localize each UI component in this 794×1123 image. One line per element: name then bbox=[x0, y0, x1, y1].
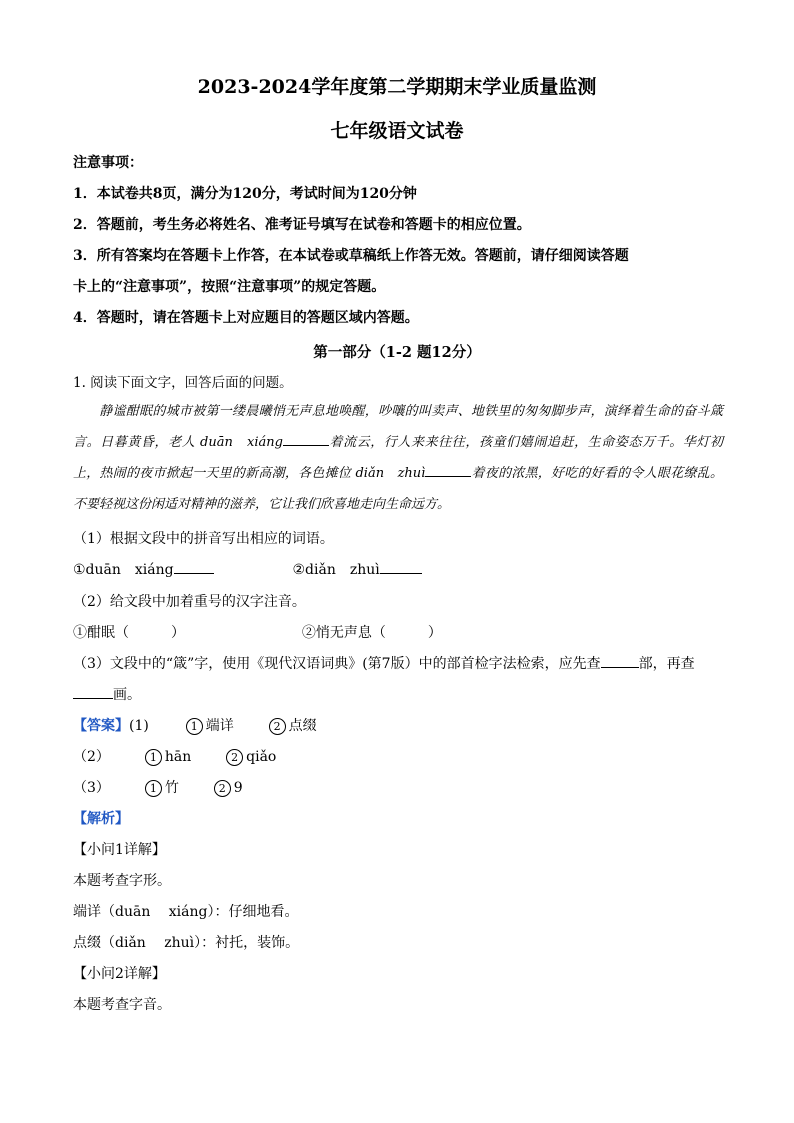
analysis-text: 点缀（diǎn zhuì）：衬托，装饰。 bbox=[73, 935, 300, 951]
note-item: 卡上的“注意事项”，按照“注意事项”的规定答题。 bbox=[73, 279, 386, 295]
exam-title: 2023-2024学年度第二学期期末学业质量监测 bbox=[197, 76, 597, 98]
answer-blank bbox=[283, 433, 329, 446]
analysis-text: 本题考查字形。 bbox=[73, 873, 171, 889]
note-item: 3．所有答案均在答题卡上作答，在本试卷或草稿纸上作答无效。答题前，请仔细阅读答题 bbox=[73, 248, 629, 264]
circle-number: 1 bbox=[186, 718, 203, 735]
circle-number: 2 bbox=[269, 718, 286, 735]
pinyin-item: ①duān xiáng bbox=[73, 562, 174, 578]
passage-text: 千。华灯初上，热闹的夜市掀起一天里的新高潮，各色摊位 diǎn zhuì bbox=[73, 435, 723, 481]
answer-row-2 bbox=[73, 746, 276, 766]
answer-prefix: （2） bbox=[73, 749, 110, 765]
passage-text: 奋斗箴言。日暮黄昏，老人 duān xiáng bbox=[73, 404, 723, 450]
analysis-sub1-heading: 【小问1详解】 bbox=[73, 842, 166, 858]
question-prompt: 1. 阅读下面文字，回答后面的问题。 bbox=[73, 375, 293, 391]
circle-number: 1 bbox=[145, 749, 162, 766]
answer-label: 【答案】 bbox=[73, 718, 129, 734]
subquestion-1: （1）根据文段中的拼音写出相应的词语。 bbox=[73, 531, 334, 547]
note-item: 4．答题时，请在答题卡上对应题目的答题区域内答题。 bbox=[73, 310, 419, 326]
subquestion-2-items bbox=[73, 622, 442, 642]
subquestion-3-cont bbox=[73, 684, 141, 704]
passage-text: 静谧酣眠的城市被第一缕晨曦悄无声息地唤醒，吵嚷的叫卖声、地铁里的匆匆脚步声，演绎着生命的 bbox=[99, 404, 684, 419]
answer-blank bbox=[425, 464, 471, 477]
subquestion-1-items bbox=[73, 559, 422, 579]
exam-subtitle: 七年级语文试卷 bbox=[330, 120, 464, 142]
answer-prefix: （3） bbox=[73, 780, 110, 796]
subquestion-2: （2）给文段中加着重号的汉字注音。 bbox=[73, 594, 306, 610]
subquestion-3-text: 画。 bbox=[113, 687, 141, 703]
answer-text: 竹 bbox=[164, 780, 179, 796]
reading-passage bbox=[73, 396, 723, 520]
analysis-text: 本题考查字音。 bbox=[73, 997, 171, 1013]
notes-heading: 注意事项： bbox=[73, 155, 143, 171]
answer-text: qiǎo bbox=[246, 749, 277, 765]
passage-text: 着夜的浓黑，好吃的好看的 bbox=[471, 466, 631, 481]
analysis-text: 端详（duān xiáng）：仔细地看。 bbox=[73, 904, 299, 920]
answer-row-1 bbox=[73, 715, 317, 735]
note-item: 2．答题前，考生务必将姓名、准考证号填写在试卷和答题卡的相应位置。 bbox=[73, 217, 531, 233]
answer-prefix: (1) bbox=[129, 718, 149, 734]
phonetic-item: ②悄无声息（ ） bbox=[301, 625, 442, 641]
answer-blank bbox=[174, 561, 214, 574]
answer-blank bbox=[73, 686, 113, 699]
section-title: 第一部分（1-2 题12分） bbox=[313, 344, 481, 361]
answer-blank bbox=[601, 655, 639, 668]
answer-text: 9 bbox=[233, 780, 243, 796]
answer-row-3 bbox=[73, 777, 243, 797]
circle-number: 2 bbox=[226, 749, 243, 766]
answer-text: 端详 bbox=[205, 718, 234, 734]
passage-text: 着流云，行人来来往往，孩童们嬉闹追赶，生命姿态万 bbox=[328, 435, 656, 450]
answer-text: hān bbox=[164, 749, 192, 765]
note-item: 1．本试卷共8页，满分为120分，考试时间为120分钟 bbox=[73, 186, 417, 202]
subquestion-3-text: （3）文段中的“箴”字，使用《现代汉语词典》(第7版）中的部首检字法检索，应先查 bbox=[73, 656, 601, 672]
subquestion-3 bbox=[73, 653, 695, 673]
passage-text: 令人眼花缭乱。不要轻视这份闲适对精神的滋养，它让我们欣喜地走向生命远方。 bbox=[73, 466, 723, 512]
subquestion-3-text: 部，再查 bbox=[638, 656, 695, 672]
analysis-sub2-heading: 【小问2详解】 bbox=[73, 966, 166, 982]
answer-text: 点缀 bbox=[288, 718, 317, 734]
answer-blank bbox=[380, 561, 422, 574]
analysis-label: 【解析】 bbox=[73, 811, 129, 827]
circle-number: 2 bbox=[214, 780, 231, 797]
pinyin-item: ②diǎn zhuì bbox=[292, 562, 380, 578]
phonetic-item: ①酣眠（ ） bbox=[73, 625, 185, 641]
circle-number: 1 bbox=[145, 780, 162, 797]
